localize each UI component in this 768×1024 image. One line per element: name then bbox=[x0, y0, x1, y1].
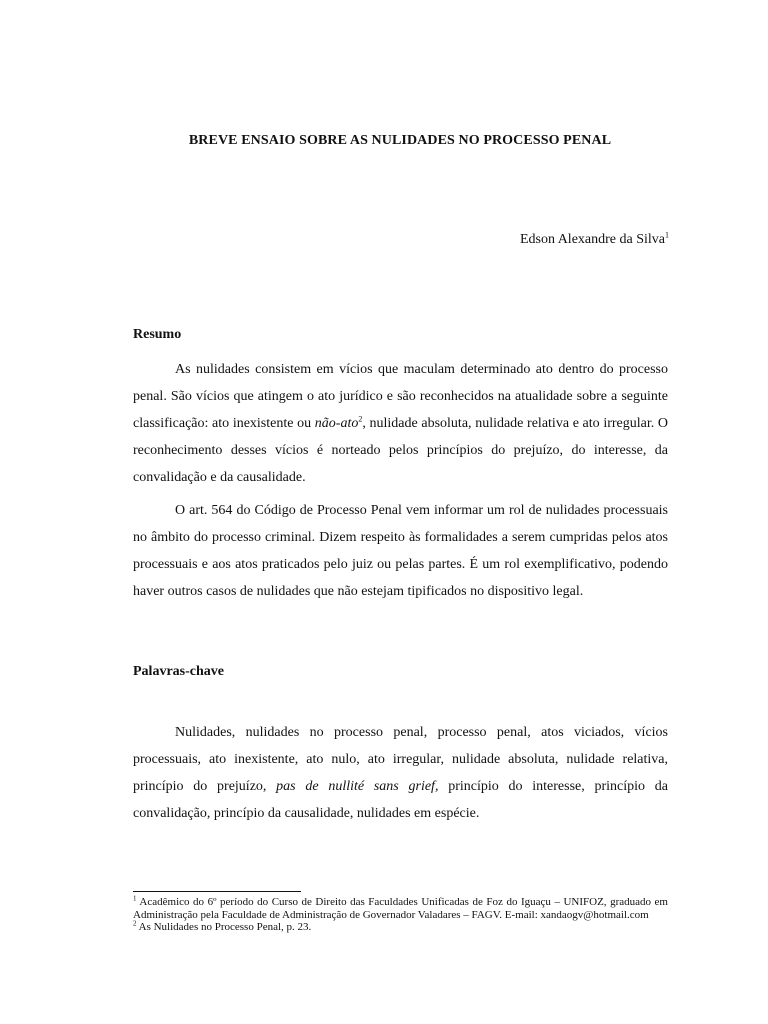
abstract-footnote-ref-2[interactable]: 2 bbox=[358, 414, 363, 424]
footnotes bbox=[133, 896, 668, 934]
author-name: Edson Alexandre da Silva bbox=[519, 232, 665, 247]
abstract-paragraph-1 bbox=[133, 356, 668, 491]
keywords-paragraph bbox=[133, 719, 668, 827]
footnote-1-number: 1 bbox=[133, 894, 137, 903]
footnote-1-text: Acadêmico do 6º período do Curso de Direito das Faculdades Unificadas de Foz do Iguaçu – UNIFOZ, graduado em Administração pela Faculdade de Administração de Governador Valadares – FAGV. E-mail: xandaogv@hotmail.com bbox=[133, 896, 668, 921]
author-line bbox=[520, 232, 669, 248]
footnote-1 bbox=[133, 896, 668, 921]
keywords-text-a: Nulidades, nulidades no processo penal, processo penal, atos viciados, vícios processuais, ato inexistente, ato nulo, ato irregular, nulidade absoluta, nulidade relativa, princípio do prejuízo, bbox=[133, 725, 668, 794]
keywords-body bbox=[133, 719, 668, 827]
footnote-2-text: As Nulidades no Processo Penal, p. 23. bbox=[136, 921, 312, 933]
keywords-heading: Palavras-chave bbox=[133, 664, 224, 679]
keywords-text-b: princípio do interesse, princípio da convalidação, princípio da causalidade, nulidades em espécie. bbox=[133, 779, 668, 821]
keywords-italic: pas de nullité sans grief, bbox=[276, 779, 439, 794]
abstract-paragraph-2: O art. 564 do Código de Processo Penal vem informar um rol de nulidades processuais no âmbito do processo criminal. Dizem respeito às formalidades a serem cumpridas pelos atos processuais e aos atos praticados pelo juiz ou pelas partes. É um rol exemplificativo, podendo haver outros casos de nulidades que não estejam tipificados no dispositivo legal. bbox=[133, 503, 668, 599]
footnote-2 bbox=[133, 921, 668, 934]
document-title: BREVE ENSAIO SOBRE AS NULIDADES NO PROCESSO PENAL bbox=[188, 133, 612, 148]
abstract-p1-italic: não-ato bbox=[314, 416, 359, 431]
abstract-heading: Resumo bbox=[133, 327, 182, 342]
footnote-separator bbox=[133, 891, 301, 892]
footnote-2-number: 2 bbox=[133, 919, 137, 928]
abstract-p1-text-b: , nulidade absoluta, nulidade relativa e ato irregular. O reconhecimento desses vícios é norteado pelos princípios do prejuízo, do interesse, da convalidação e da causalidade. bbox=[133, 416, 669, 485]
author-footnote-ref[interactable]: 1 bbox=[665, 230, 669, 240]
abstract-body bbox=[133, 356, 668, 605]
abstract-p1-text-a: As nulidades consistem em vícios que maculam determinado ato dentro do processo penal. São vícios que atingem o ato jurídico e são reconhecidos na atualidade sobre a seguinte classificação: ato inexistente ou bbox=[133, 362, 668, 431]
